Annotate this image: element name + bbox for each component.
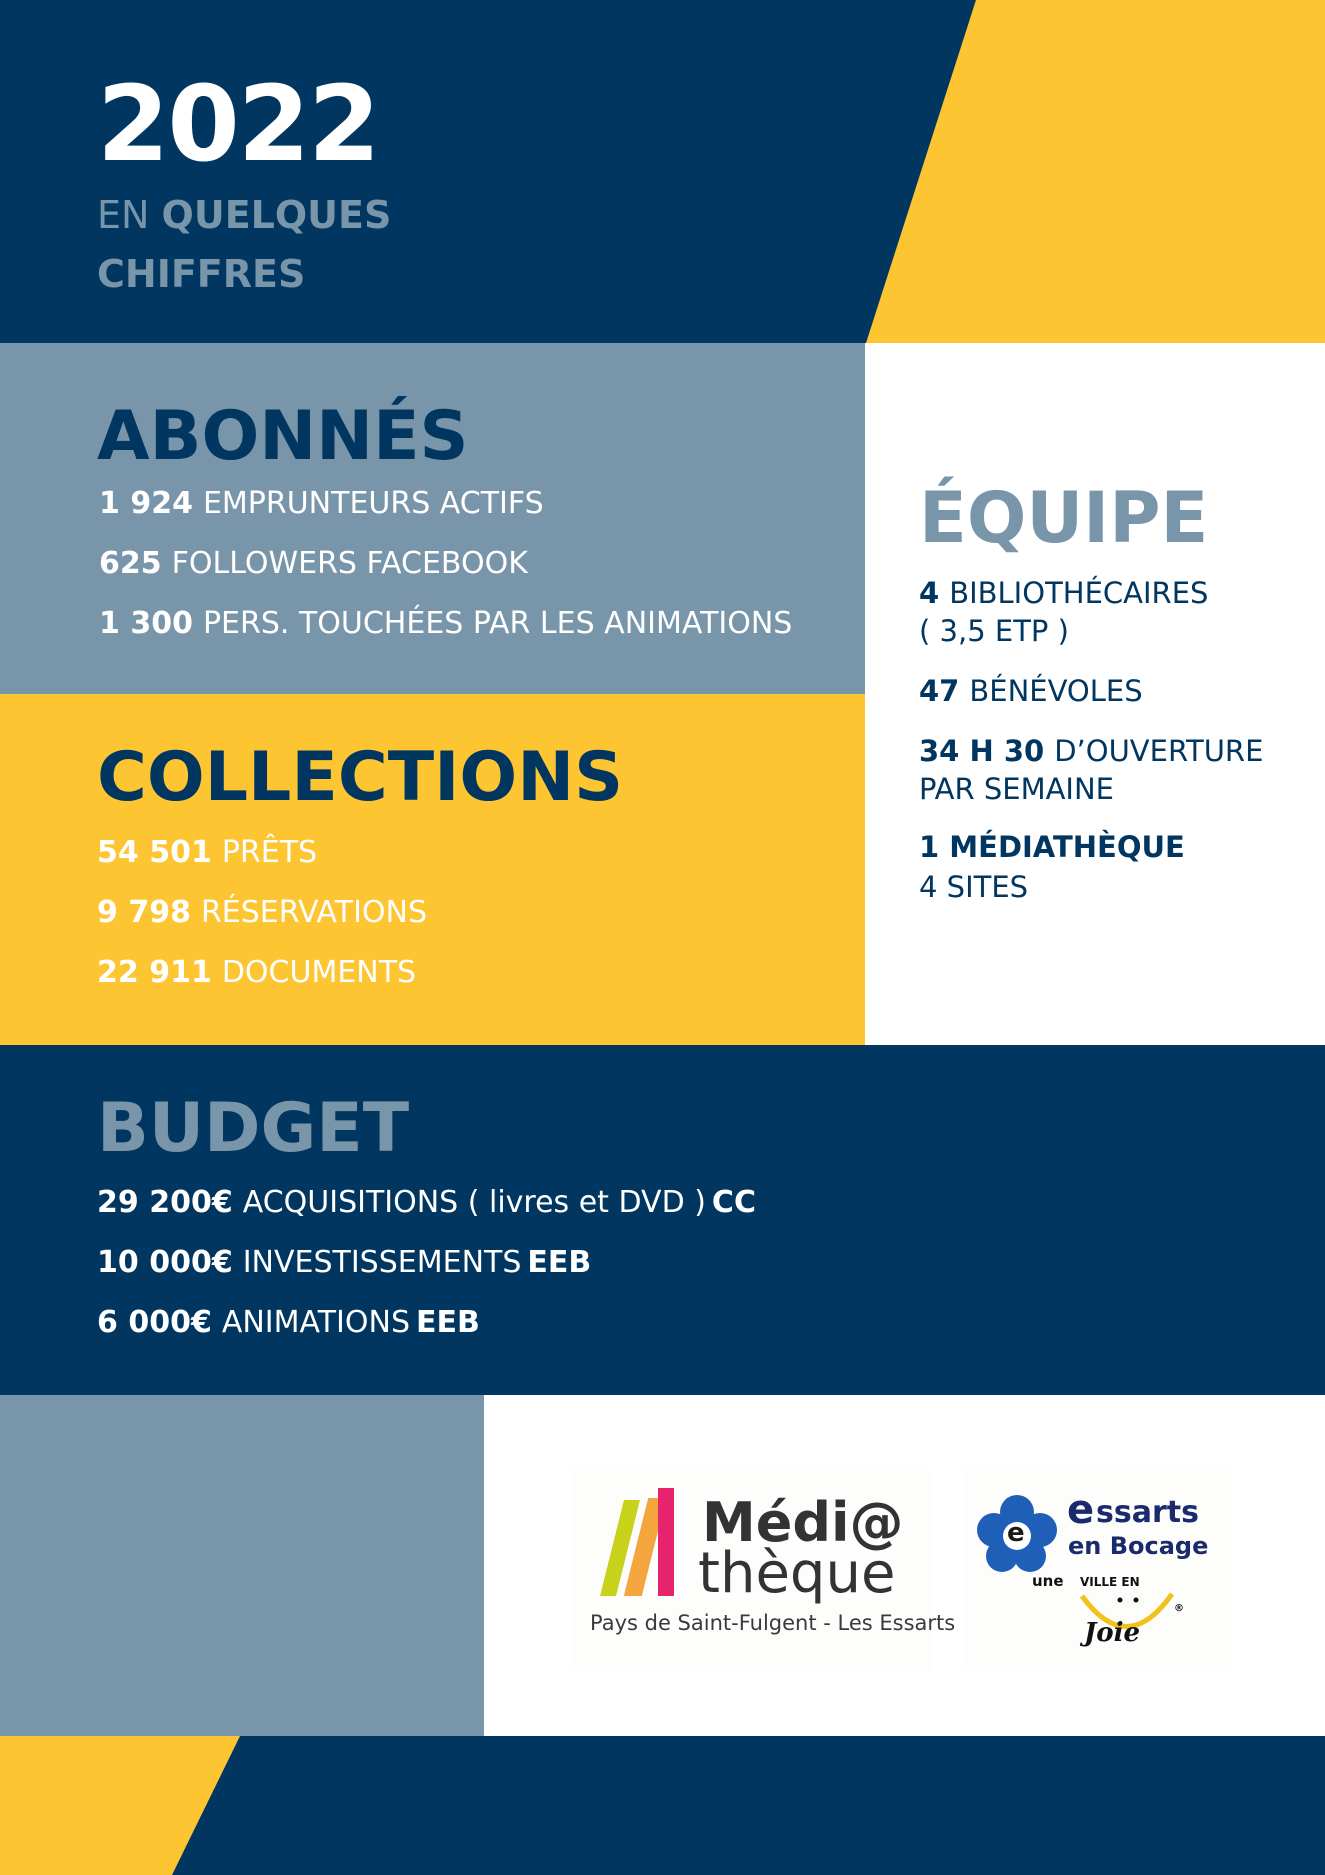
stat-number: 29 200€ [97,1185,233,1220]
logo-title-line2: thèque [698,1541,896,1606]
stat-label: EMPRUNTEURS ACTIFS [202,486,544,521]
collections-stat [97,955,417,990]
stat-tag: EEB [527,1245,592,1280]
subtitle-line-1 [97,193,392,237]
stat-number: 4 [919,576,940,610]
essarts-subname: en Bocage [1068,1532,1209,1560]
essarts-logo [962,1470,1232,1670]
stat-label: PRÊTS [221,835,318,870]
stat-tag: CC [711,1185,756,1220]
section-equipe [865,343,1325,1045]
section-budget [0,1045,1325,1395]
stat-number: 47 [919,674,960,708]
report-year: 2022 [97,63,379,185]
logo-bar-pink [658,1488,674,1596]
stat-number: 34 H 30 [919,734,1045,768]
stat-number: 54 501 [97,835,212,870]
collections-stat [97,835,318,870]
logo-caption: Pays de Saint-Fulgent - Les Essarts [590,1611,956,1635]
stat-label: D’OUVERTURE [1054,734,1264,768]
stat-label: FOLLOWERS FACEBOOK [171,546,528,581]
tagline-joie: Joie [1084,1618,1141,1648]
stat-label: INVESTISSEMENTS [242,1245,522,1280]
footer-band [0,1736,1325,1875]
stat-label: DOCUMENTS [221,955,417,990]
subtitle-line-2: CHIFFRES [97,252,306,296]
budget-title: BUDGET [97,1089,410,1168]
stat-number: 1 300 [99,606,193,641]
abonnes-title: ABONNÉS [97,397,469,476]
stat-number: 1 924 [99,486,193,521]
stat-label: PERS. TOUCHÉES PAR LES ANIMATIONS [202,606,793,641]
equipe-stat-line2: ( 3,5 ETP ) [919,614,1069,648]
stat-number: 9 798 [97,895,191,930]
stat-number: 1 MÉDIATHÈQUE [919,830,1185,864]
tagline-ville-en: VILLE EN [1080,1575,1140,1589]
budget-stat [97,1245,592,1280]
abonnes-stat [99,606,793,641]
stat-tag: EEB [416,1305,480,1340]
essarts-big-e: e [1067,1487,1095,1533]
section-collections [0,694,865,1045]
equipe-stat [919,734,1264,768]
collections-title: COLLECTIONS [97,738,624,817]
logo-title-line1: Médi@ [702,1491,904,1554]
stat-label: BIBLIOTHÉCAIRES [949,576,1209,610]
collections-stat [97,895,428,930]
equipe-stat-line2: 4 SITES [919,870,1029,904]
budget-stat [97,1305,480,1340]
equipe-stat [919,576,1209,610]
tagline-une: une [1032,1572,1064,1590]
subtitle-bold: QUELQUES [161,193,392,237]
stat-label: ACQUISITIONS ( livres et DVD ) [242,1185,706,1220]
equipe-stat [919,674,1143,708]
stat-label: RÉSERVATIONS [200,895,428,930]
flower-letter: e [1007,1518,1025,1548]
stat-label: BÉNÉVOLES [969,674,1143,708]
mediatheque-logo [570,1470,956,1670]
abonnes-stat [99,546,528,581]
essarts-name: ssarts [1096,1495,1199,1530]
header-banner [0,0,1325,343]
budget-stat [97,1185,756,1220]
registered-mark: ® [1174,1603,1184,1614]
equipe-title: ÉQUIPE [919,477,1209,559]
abonnes-stat [99,486,544,521]
stat-label: ANIMATIONS [221,1305,410,1340]
section-abonnes [0,343,865,694]
stat-number: 6 000€ [97,1305,212,1340]
stat-number: 10 000€ [97,1245,233,1280]
footer-yellow-diagonal [0,1736,1325,1875]
equipe-stat [919,830,1195,864]
logos-left-panel [0,1395,484,1736]
equipe-stat-line2: PAR SEMAINE [919,772,1114,806]
stat-number: 625 [99,546,162,581]
stat-number: 22 911 [97,955,212,990]
subtitle-prefix: EN [97,193,150,237]
